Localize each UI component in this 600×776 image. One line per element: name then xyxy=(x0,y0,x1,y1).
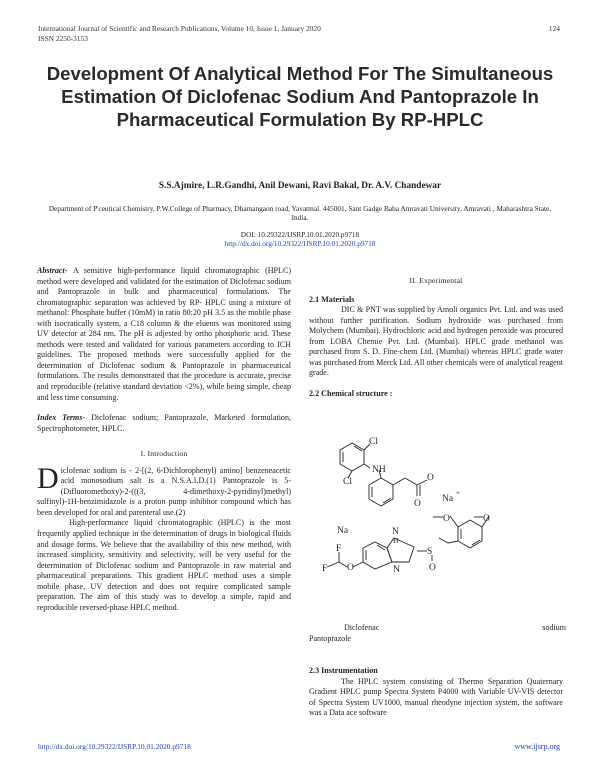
caption-right: sodium xyxy=(542,623,566,632)
right-column xyxy=(309,276,563,399)
footer-doi-link[interactable]: http://dx.doi.org/10.29322/IJSRP.10.01.2020.p9718 xyxy=(38,742,191,751)
paper-title: Development Of Analytical Method For The Simultaneous Estimation Of Diclofenac Sodium And Pantoprazole In Pharmaceutical Formulation By RP-HPLC xyxy=(46,63,554,131)
index-terms xyxy=(37,413,291,434)
oxygen-sulfinyl: O xyxy=(429,563,436,573)
instrumentation-heading: 2.3 Instrumentation xyxy=(309,666,378,675)
chemical-structure-figure xyxy=(309,430,563,620)
benzo-ring xyxy=(363,542,392,569)
bond xyxy=(393,478,405,485)
materials-heading: 2.1 Materials xyxy=(309,294,355,304)
intro-para-1 xyxy=(37,461,291,519)
instrumentation-section xyxy=(309,666,563,719)
journal-header: International Journal of Scientific and Research Publications, Volume 10, Issue 1, January 2020 xyxy=(38,24,321,33)
sodium-ion: Na xyxy=(442,494,454,504)
left-column xyxy=(37,266,291,613)
intro-para-2: High-performance liquid chromatographic (HPLC) is the most frequently applied technique in the determination of drugs in biological fluids and dosage forms. We believe that the availability of this new method, with increased simplicity, sensitivity and selectivity, will be very useful for the determination of Diclofenac sodium and Pantoprazole in raw material and pharmaceutical preparations. This gradient HPLC method uses a simple mobile phase, UV detection and does not require complicated sample preparation. The aim of this study was to develop a simple, rapid and reproducible reversed-phase HPLC method. xyxy=(37,518,291,612)
drop-cap: D xyxy=(37,461,59,495)
chlorine-top: Cl xyxy=(369,437,378,447)
oxygen-carbonyl: O xyxy=(414,499,421,509)
nitrogen-bottom: N xyxy=(393,565,400,575)
ring-double-bond xyxy=(377,545,385,550)
intro-para-1-text: iclofenac sodium is - 2-[(2, 6-Dichlorophenyl) amino] benzeneacetic acid monosodium salt is a N.S.A.I.D.(1) Pantoprazole is 5-(Difluoromethoxy)-2-(((3, 4-dimethoxy-2-pyridinyl)methyl) sulfinyl)-1H-benzimidazole is a proton pump inhibitor compound which has been developed for oral and parenteral use.(2) xyxy=(37,465,291,517)
plus-charge: + xyxy=(456,489,460,497)
page-number: 124 xyxy=(548,24,560,33)
bond xyxy=(353,562,363,567)
caption-second: Pantoprazole xyxy=(309,634,352,643)
oxygen-minus: O xyxy=(427,473,434,483)
chemical-structure-heading: 2.2 Chemical structure : xyxy=(309,388,393,398)
oxygen-ring: O xyxy=(347,563,354,573)
nitrogen-top: N xyxy=(392,527,399,537)
doi-link[interactable]: http://dx.doi.org/10.29322/IJSRP.10.01.2020.p9718 xyxy=(224,239,376,249)
oxygen-methoxy-1: O xyxy=(443,514,450,524)
index-terms-text: - Diclofenac sodium; Pantoprazole, Marketed formulation, Spectrophotometer, HPLC. xyxy=(37,413,291,433)
oxygen-methoxy-2: O xyxy=(483,514,490,524)
bond xyxy=(439,538,448,543)
chlorine-bottom: Cl xyxy=(343,477,352,487)
instrumentation-text: The HPLC system consisting of Thermo Separation Quaternary Gradient HPLC pump Spectra System P4000 with Variable UV-VIS detector of Spectra System UV1000, manual rheodyne injection system, the software was a Data ace software xyxy=(309,676,563,718)
bond xyxy=(448,541,458,543)
sulfur: S xyxy=(427,547,433,557)
nh-group: NH xyxy=(372,465,386,475)
dichlorophenyl-ring xyxy=(340,443,364,471)
doi-block xyxy=(40,230,560,249)
bond xyxy=(450,516,458,527)
phenylacetate-ring xyxy=(369,478,393,506)
hydrogen-top: H xyxy=(393,536,399,545)
affiliation: Department of P'ceutical Chemistry, P.W.College of Pharmacy, Dhamangaon road, Yavatmal. 445001, Sant Gadge Baba Amravati University, Amravati , Maharashtra State, India. xyxy=(48,204,552,223)
fluorine-top: F xyxy=(336,544,342,554)
bond xyxy=(364,464,370,468)
structure-caption xyxy=(344,623,566,634)
abstract-dash: - xyxy=(64,266,73,275)
bond xyxy=(417,480,427,485)
pyridine-ring xyxy=(458,520,482,548)
bond xyxy=(339,562,347,567)
fluorine-left: F xyxy=(322,564,328,574)
issn: ISSN 2250-3153 xyxy=(38,34,88,43)
index-terms-label: Index Terms xyxy=(37,413,83,423)
footer-site-link[interactable]: www.ijsrp.org xyxy=(514,742,560,751)
caption-left: Diclofenac xyxy=(344,623,380,632)
authors: S.S.Ajmire, L.R.Gandhi, Anil Dewani, Ravi Bakal, Dr. A.V. Chandewar xyxy=(158,181,442,191)
bond xyxy=(327,562,339,567)
materials-text: DIC & PNT was supplied by Amoli organics Pvt. Ltd. and was used without further purification. Sodium hydroxide was purchased from Molychem (Mumbai). Hydrochloric acid and hydrogen peroxide was procured from LOBA Chemie Pvt. Ltd. (Mumbai). HPLC grade methanol was purchased from S. D. Fine-chem Ltd. (Mumbai) whereas HPLC grade water was purchased from Merck Ltd. All other chemicals were of analytical reagent grade. xyxy=(309,305,563,378)
introduction-heading: I. Introduction xyxy=(140,449,188,459)
bond xyxy=(405,478,417,485)
abstract xyxy=(37,266,291,403)
abstract-label: Abstract xyxy=(37,266,65,275)
experimental-heading: II. Experimental xyxy=(409,276,463,285)
abstract-text: A sensitive high-performance liquid chromatographic (HPLC) method were developed and validated for the estimation of Diclofenac sodium and Pantoprazole in bulk and pharmaceutical formulations. The chromatographic separation was achieved by RP- HPLC using a mixture of methanol: Phosphate buffer (10mM) in ratio 80:20 pH 3.5 as the mobile phase with isocratically system, a C18 column & the eluents was monitored using UV detector at 284 nm. The pH is adjested by ortho phosphoric acid. These methods were tested and validated for various parameters according to ICH guidelines. The proposed methods were successfully applied for the determination of Diclofenac sodium & Pantoprazole in pharmaceutical formulations. The results demonstrated that the procedure is accurate, precise and reproducible (relative standard deviation <2%), while being simple, cheap and less time consuming. xyxy=(37,266,291,402)
doi-text: DOI: 10.29322/IJSRP.10.01.2020.p9718 xyxy=(240,230,360,239)
sodium-label: Na xyxy=(337,526,349,536)
